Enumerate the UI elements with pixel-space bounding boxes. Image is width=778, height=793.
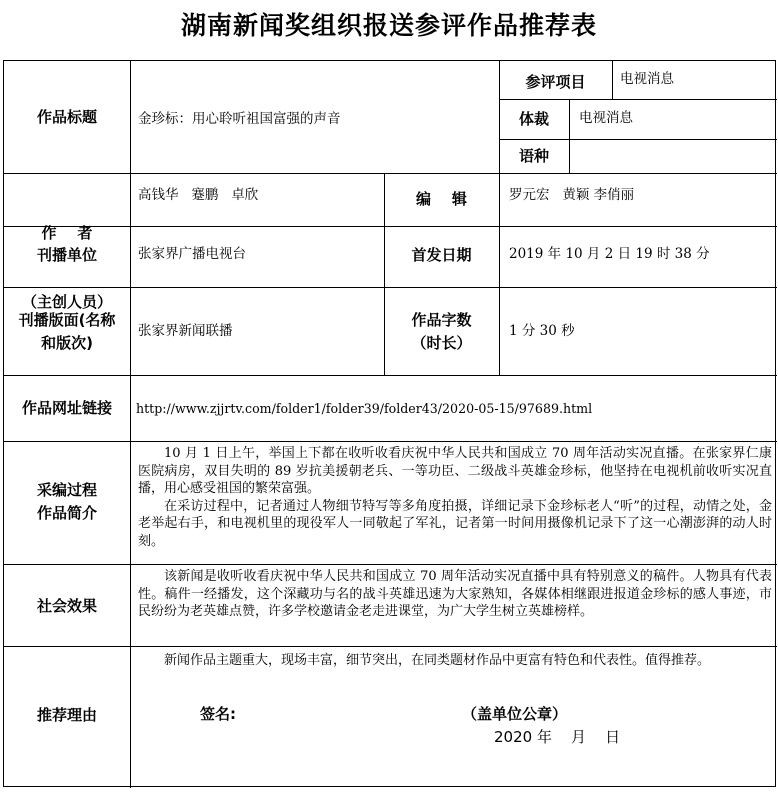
url-link[interactable]: http://www.zjjrtv.com/folder1/folder39/folder43/2020-05-15/97689.html [136,401,593,416]
layout-value: 张家界新闻联播 [138,323,233,339]
url-label: 作品网址链接 [21,399,112,417]
process-label-line2: 作品简介 [36,504,97,522]
column-divider [130,61,131,788]
process-paragraph-2: 在采访过程中，记者通过人物细节特写等多角度拍摄，详细记录下金珍标老人“听”的过程，动情之处，金老举起右手，和电视机里的现役军人一同敬起了军礼，记者第一时间用摄像机记录下了这一心潮澎湃的动人时刻。 [138,498,772,549]
layout-label [4,309,130,355]
category-value: 电视消息 [620,71,674,87]
language-label: 语种 [518,147,549,165]
layout-label-line1: 刊播版面(名称 [18,311,116,329]
social-effect-text [138,568,772,621]
first-release-date-value: 2019 年 10 月 2 日 19 时 38 分 [509,246,710,262]
recommendation-text [138,652,772,670]
editors-value: 罗元宏 黄颖 李俏丽 [509,187,635,203]
process-label [4,479,130,525]
row-divider [4,646,777,647]
author-label-line1: 作 者 [41,224,93,242]
genre-value: 电视消息 [579,110,633,126]
column-divider [612,61,613,99]
row-divider [499,139,777,140]
row-divider [4,564,777,565]
row-divider [4,375,777,376]
social-effect-paragraph: 该新闻是收听收看庆祝中华人民共和国成立 70 周年活动实况直播中具有特别意义的稿件。人物具有代表性。稿件一经播发，这个深藏功与名的战斗英雄迅速为大家熟知，各媒体相继跟进报道金珍标的感人事迹，市民纷纷为老英雄点赞，许多学校邀请金老走进课堂，为广大学生树立英雄榜样。 [138,569,772,619]
genre-label: 体裁 [518,110,549,128]
recommendation-form-table [3,60,776,787]
publisher-value: 张家界广播电视台 [138,246,246,262]
word-count-label [384,309,499,355]
process-text [138,445,772,550]
row-divider [4,173,777,174]
signature-label: 签名: [200,705,236,723]
work-title-value: 金珍标：用心聆听祖国富强的声音 [138,111,341,127]
row-divider [499,99,777,100]
word-count-label-line2: （时长） [411,334,472,352]
author-label-line2: （主创人员） [21,293,112,311]
page-title: 湖南新闻奖组织报送参评作品推荐表 [180,11,597,40]
process-paragraph-1: 10 月 1 日上午，举国上下都在收听收看庆祝中华人民共和国成立 70 周年活动实况直播。在张家界仁康医院病房，双目失明的 89 岁抗美援朝老兵、一等功臣、二级战斗英雄金珍标，他坚持在电视机前收听实况直播，用心感受祖国的繁荣富强。 [138,446,772,496]
row-divider [4,441,777,442]
process-label-line1: 采编过程 [36,481,97,499]
category-label: 参评项目 [525,73,586,91]
seal-label: （盖单位公章） [462,705,568,723]
authors-value: 高钱华 蹇鹏 卓欣 [138,187,259,203]
publisher-label: 刊播单位 [36,246,97,264]
layout-label-line2: 和版次) [41,334,93,352]
first-release-date-label: 首发日期 [411,246,472,264]
column-divider [569,99,570,173]
date-line: 2020 年 月 日 [494,728,621,746]
editor-label: 编 辑 [416,190,467,208]
word-count-value: 1 分 30 秒 [509,323,575,339]
recommendation-label: 推荐理由 [36,706,97,724]
work-title-label: 作品标题 [36,108,97,126]
recommendation-paragraph: 新闻作品主题重大，现场丰富，细节突出，在同类题材作品中更富有特色和代表性。值得推荐。 [164,653,711,668]
word-count-label-line1: 作品字数 [411,311,472,329]
social-effect-label: 社会效果 [36,597,97,615]
